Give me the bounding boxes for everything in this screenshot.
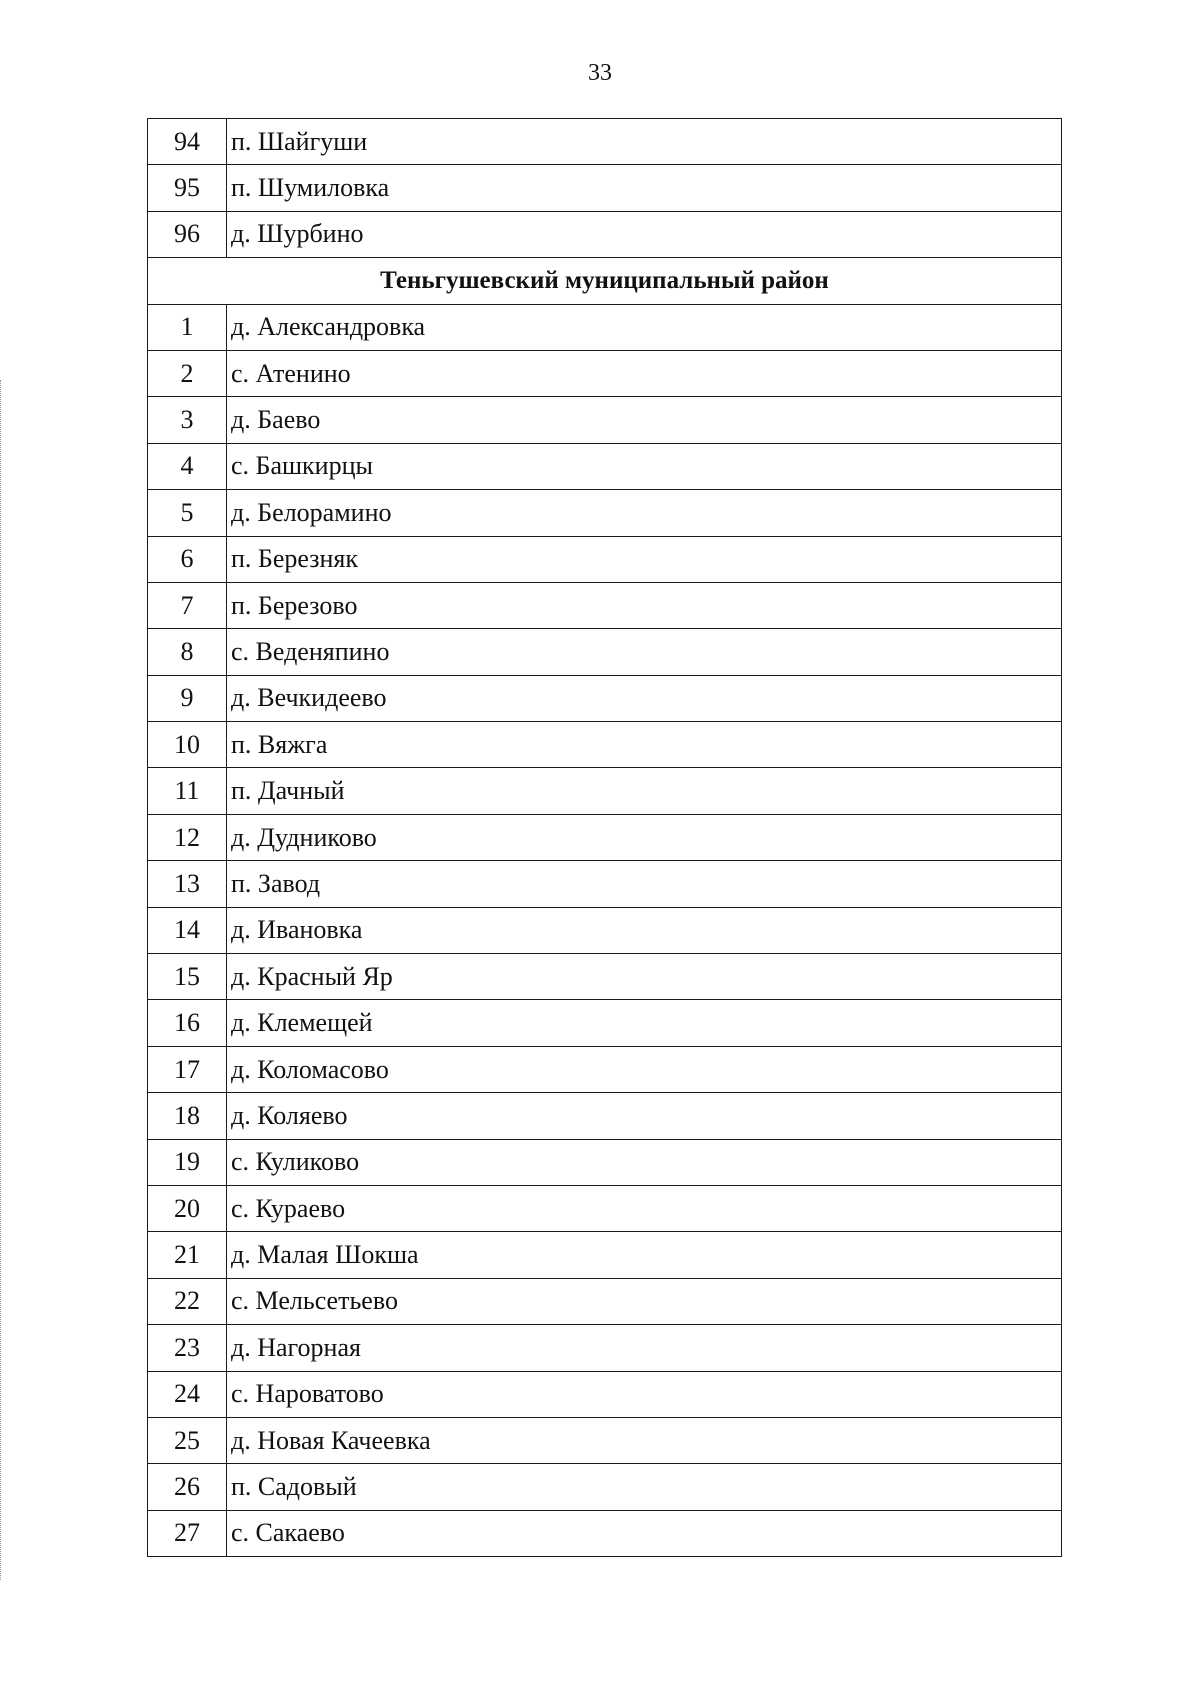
table-row (148, 1278, 1062, 1324)
table-row (148, 582, 1062, 628)
table-row (148, 629, 1062, 675)
row-number: 95 (148, 165, 227, 211)
table-row (148, 907, 1062, 953)
table-row (148, 211, 1062, 257)
row-number: 15 (148, 954, 227, 1000)
settlement-name: д. Коляево (227, 1093, 1062, 1139)
row-number: 8 (148, 629, 227, 675)
settlement-name: п. Березово (227, 582, 1062, 628)
row-number: 26 (148, 1464, 227, 1510)
table-row (148, 675, 1062, 721)
table-row (148, 814, 1062, 860)
settlement-name: п. Дачный (227, 768, 1062, 814)
table-row (148, 304, 1062, 350)
settlement-name: д. Белорамино (227, 490, 1062, 536)
settlement-name: д. Клемещей (227, 1000, 1062, 1046)
settlement-name: с. Нароватово (227, 1371, 1062, 1417)
settlement-name: с. Куликово (227, 1139, 1062, 1185)
row-number: 94 (148, 119, 227, 165)
settlement-name: д. Малая Шокша (227, 1232, 1062, 1278)
page-number: 33 (588, 60, 612, 86)
row-number: 2 (148, 350, 227, 396)
section-title: Теньгушевский муниципальный район (148, 258, 1062, 304)
table-row (148, 722, 1062, 768)
row-number: 96 (148, 211, 227, 257)
table-row (148, 1046, 1062, 1092)
table-row (148, 1371, 1062, 1417)
settlement-name: д. Дудниково (227, 814, 1062, 860)
table-row (148, 350, 1062, 396)
settlements-table-body (148, 119, 1062, 1557)
row-number: 12 (148, 814, 227, 860)
row-number: 22 (148, 1278, 227, 1324)
row-number: 20 (148, 1185, 227, 1231)
table-row (148, 861, 1062, 907)
row-number: 18 (148, 1093, 227, 1139)
table-row (148, 1000, 1062, 1046)
table-row (148, 119, 1062, 165)
table-row (148, 1325, 1062, 1371)
settlement-name: д. Нагорная (227, 1325, 1062, 1371)
settlement-name: д. Красный Яр (227, 954, 1062, 1000)
settlement-name: п. Березняк (227, 536, 1062, 582)
row-number: 13 (148, 861, 227, 907)
settlement-name: п. Шумиловка (227, 165, 1062, 211)
settlement-name: с. Кураево (227, 1185, 1062, 1231)
settlement-name: д. Шурбино (227, 211, 1062, 257)
row-number: 17 (148, 1046, 227, 1092)
table-row (148, 1464, 1062, 1510)
row-number: 4 (148, 443, 227, 489)
table-row (148, 1185, 1062, 1231)
scan-margin-marks (0, 380, 5, 1580)
settlement-name: п. Вяжга (227, 722, 1062, 768)
settlement-name: с. Атенино (227, 350, 1062, 396)
row-number: 25 (148, 1417, 227, 1463)
table-row (148, 490, 1062, 536)
row-number: 10 (148, 722, 227, 768)
table-row (148, 397, 1062, 443)
table-row (148, 443, 1062, 489)
settlement-name: с. Мельсетьево (227, 1278, 1062, 1324)
table-row (148, 768, 1062, 814)
table-row (148, 1093, 1062, 1139)
settlement-name: д. Александровка (227, 304, 1062, 350)
table-row (148, 1417, 1062, 1463)
row-number: 24 (148, 1371, 227, 1417)
section-header-row (148, 258, 1062, 304)
settlement-name: д. Коломасово (227, 1046, 1062, 1092)
settlement-name: с. Веденяпино (227, 629, 1062, 675)
table-row (148, 954, 1062, 1000)
settlement-name: д. Баево (227, 397, 1062, 443)
row-number: 9 (148, 675, 227, 721)
settlement-name: с. Башкирцы (227, 443, 1062, 489)
row-number: 27 (148, 1510, 227, 1556)
table-row (148, 165, 1062, 211)
settlement-name: д. Ивановка (227, 907, 1062, 953)
settlement-name: д. Новая Качеевка (227, 1417, 1062, 1463)
settlement-name: с. Сакаево (227, 1510, 1062, 1556)
row-number: 7 (148, 582, 227, 628)
row-number: 23 (148, 1325, 227, 1371)
settlements-table (147, 118, 1062, 1557)
row-number: 3 (148, 397, 227, 443)
table-row (148, 1510, 1062, 1556)
table-row (148, 536, 1062, 582)
settlement-name: п. Садовый (227, 1464, 1062, 1510)
row-number: 1 (148, 304, 227, 350)
row-number: 21 (148, 1232, 227, 1278)
row-number: 5 (148, 490, 227, 536)
table-row (148, 1232, 1062, 1278)
settlement-name: д. Вечкидеево (227, 675, 1062, 721)
row-number: 19 (148, 1139, 227, 1185)
table-row (148, 1139, 1062, 1185)
settlement-name: п. Завод (227, 861, 1062, 907)
settlement-name: п. Шайгуши (227, 119, 1062, 165)
row-number: 16 (148, 1000, 227, 1046)
row-number: 11 (148, 768, 227, 814)
row-number: 6 (148, 536, 227, 582)
row-number: 14 (148, 907, 227, 953)
